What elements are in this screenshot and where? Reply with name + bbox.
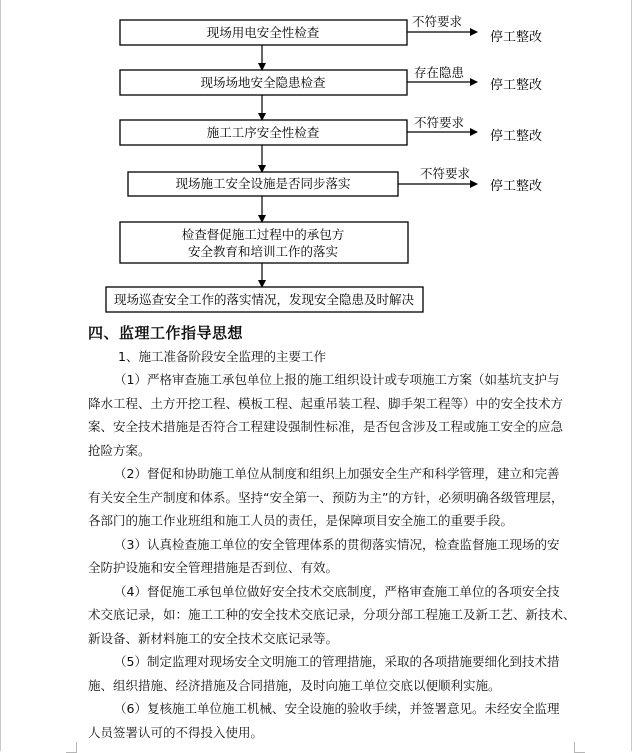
flow-step-4-side-label: 不符要求 (420, 166, 471, 181)
flow-step-2 (120, 65, 542, 95)
paragraph-line: 施、组织措施、经济措施及合同措施，及时向施工单位交底以便顺利实施。 (88, 677, 501, 693)
safety-check-flowchart (0, 0, 635, 320)
paragraph-line: 各部门的施工作业班组和施工人员的责任，是保障项目安全施工的重要手段。 (88, 513, 514, 528)
flow-check-step (120, 222, 408, 263)
flow-step-4-label: 现场施工安全设施是否同步落实 (175, 176, 351, 191)
flow-step-3-side-label: 不符要求 (414, 115, 465, 130)
section-subtitle: 1、施工准备阶段安全监理的主要工作 (118, 349, 326, 364)
flow-step-2-result: 停工整改 (490, 78, 543, 93)
paragraph-line: 全防护设施和安全管理措施是否到位、有效。 (88, 560, 339, 575)
paragraph-line: （1）严格审查施工承包单位上报的施工组织设计或专项施工方案（如基坑支护与 (114, 372, 560, 387)
paragraph-line: （6）复核施工单位施工机械、安全设施的验收手续，并签署意见。未经安全监理 (114, 701, 560, 716)
paragraph-line: 降水工程、土方开挖工程、模板工程、起重吊装工程、脚手架工程等）中的安全技术方 (88, 395, 564, 411)
flow-step-1-side-label: 不符要求 (412, 14, 463, 29)
section-title: 四、监理工作指导思想 (88, 324, 244, 342)
flow-step-2-side-label: 存在隐患 (414, 65, 465, 80)
flow-step-3-result: 停工整改 (490, 129, 543, 144)
flow-step-1 (120, 14, 542, 45)
flow-step-3-label: 施工工序安全性检查 (206, 125, 320, 140)
paragraph-line: （4）督促施工承包单位做好安全技术交底制度，严格审查施工单位的各项安全技 (114, 583, 560, 599)
flow-final-label: 现场巡查安全工作的落实情况，发现安全隐患及时解决 (113, 292, 415, 307)
flow-check-line-2: 安全教育和培训工作的落实 (187, 244, 339, 259)
paragraph-line: （5）制定监理对现场安全文明施工的管理措施，采取的各项措施要细化到技术措 (114, 654, 560, 669)
paragraph-line: 抢险方案。 (88, 442, 151, 458)
flow-final-step (106, 287, 423, 312)
flow-check-line-1: 检查督促施工过程中的承包方 (181, 227, 345, 242)
paragraph-line: 人员签署认可的不得投入使用。 (88, 724, 264, 740)
flow-step-4-result: 停工整改 (490, 179, 543, 194)
paragraph-line: 新设备、新材料施工的安全技术交底记录等。 (88, 630, 339, 646)
paragraph-line: （2）督促和协助施工单位从制度和组织上加强安全生产和科学管理，建立和完善 (114, 466, 560, 481)
flow-step-4 (128, 166, 542, 196)
paragraph-line: （3）认真检查施工单位的安全管理体系的贯彻落实情况，检查监督施工现场的安 (114, 536, 560, 552)
flow-step-1-label: 现场用电安全性检查 (206, 25, 320, 40)
margin-mark-bottom-left (66, 742, 77, 753)
paragraph-line: 案、安全技术措施是否符合工程建设强制性标准，是否包含涉及工程或施工安全的应急 (88, 419, 564, 434)
flow-step-3 (120, 115, 542, 145)
paragraph-line: 有关安全生产制度和体系。坚持“安全第一、预防为主”的方针，必须明确各级管理层， (88, 489, 564, 505)
flow-step-2-label: 现场场地安全隐患检查 (200, 75, 326, 90)
paragraph-line: 术交底记录，如：施工工种的安全技术交底记录，分项分部工程施工及新工艺、新技术、 (88, 607, 576, 622)
flow-step-1-result: 停工整改 (490, 30, 543, 45)
